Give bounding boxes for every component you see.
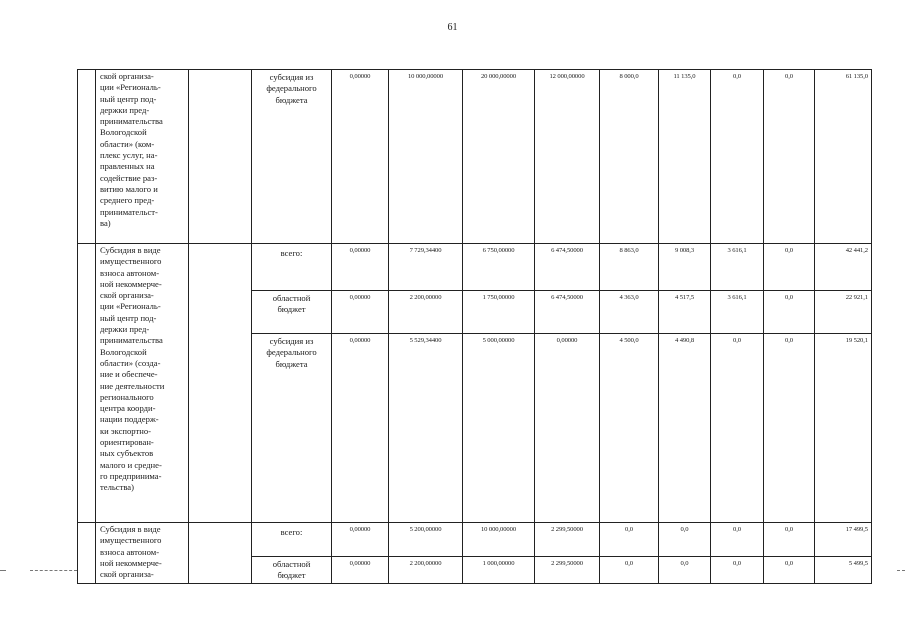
margin-mark-left [0, 570, 6, 571]
margin-mark-right [897, 570, 905, 571]
year-value-cell: 0,0 [711, 70, 764, 244]
year-value-cell: 3 616,1 [711, 244, 764, 291]
year-value-cell: 4 517,5 [659, 291, 711, 334]
year-value-cell: 6 750,00000 [463, 244, 535, 291]
funding-source-cell: всего: [252, 244, 332, 291]
year-value-cell: 2 200,00000 [389, 557, 463, 584]
year-value-cell: 8 863,0 [600, 244, 659, 291]
year-value-cell: 0,00000 [332, 557, 389, 584]
year-value-cell: 0,00000 [332, 523, 389, 557]
year-value-cell: 0,00000 [332, 291, 389, 334]
year-value-cell: 2 299,50000 [535, 557, 600, 584]
year-value-cell: 1 750,00000 [463, 291, 535, 334]
responsible-cell [189, 70, 252, 244]
margin-mark-left-inner [30, 570, 77, 571]
year-value-cell: 0,0 [711, 523, 764, 557]
budget-table [77, 69, 872, 584]
year-value-cell: 0,0 [600, 557, 659, 584]
responsible-cell [189, 244, 252, 523]
year-value-cell: 5 000,00000 [463, 334, 535, 523]
year-value-cell: 0,0 [764, 244, 815, 291]
year-value-cell: 6 474,50000 [535, 244, 600, 291]
total-value-cell: 17 499,5 [815, 523, 872, 557]
year-value-cell: 0,0 [659, 557, 711, 584]
page-number: 61 [447, 22, 458, 33]
year-value-cell: 2 200,00000 [389, 291, 463, 334]
funding-source-cell: всего: [252, 523, 332, 557]
year-value-cell: 9 008,3 [659, 244, 711, 291]
year-value-cell: 8 000,0 [600, 70, 659, 244]
funding-source-cell: субсидия из федерального бюджета [252, 70, 332, 244]
year-value-cell: 12 000,00000 [535, 70, 600, 244]
row-index-cell [78, 523, 96, 584]
measure-name-cell: ской организа- ции «Региональ- ный центр под- держки пред- принимательства Вологодской области» (ком- плекс услуг, на- правленных на содействие раз- витию малого и среднего пред- принимательст- ва) [96, 70, 189, 244]
year-value-cell: 7 729,34400 [389, 244, 463, 291]
year-value-cell: 0,0 [764, 291, 815, 334]
year-value-cell: 0,0 [764, 70, 815, 244]
year-value-cell: 0,00000 [332, 334, 389, 523]
total-value-cell: 61 135,0 [815, 70, 872, 244]
measure-name-cell: Субсидия в виде имущественного взноса автоном- ной некоммерче- ской организа- [96, 523, 189, 584]
measure-name-cell: Субсидия в виде имущественного взноса автоном- ной некоммерче- ской организа- ции «Региональ- ный центр под- держки пред- принимательства Вологодской области» (созда- ние и обеспече- ние деятельности регионального центра коорди- нации поддерж- ки экспортно- ориентирован- ных субъектов малого и средне- го предпринима- тельства) [96, 244, 189, 523]
total-value-cell: 42 441,2 [815, 244, 872, 291]
year-value-cell: 4 500,0 [600, 334, 659, 523]
total-value-cell: 5 499,5 [815, 557, 872, 584]
responsible-cell [189, 523, 252, 584]
year-value-cell: 4 363,0 [600, 291, 659, 334]
year-value-cell: 0,0 [764, 557, 815, 584]
year-value-cell: 5 529,34400 [389, 334, 463, 523]
year-value-cell: 10 000,00000 [389, 70, 463, 244]
year-value-cell: 2 299,50000 [535, 523, 600, 557]
table-row [78, 523, 872, 557]
year-value-cell: 0,0 [764, 523, 815, 557]
year-value-cell: 10 000,00000 [463, 523, 535, 557]
year-value-cell: 0,0 [711, 557, 764, 584]
year-value-cell: 0,0 [600, 523, 659, 557]
year-value-cell: 1 000,00000 [463, 557, 535, 584]
year-value-cell: 5 200,00000 [389, 523, 463, 557]
year-value-cell: 0,0 [764, 334, 815, 523]
year-value-cell: 0,00000 [332, 70, 389, 244]
year-value-cell: 20 000,00000 [463, 70, 535, 244]
year-value-cell: 0,00000 [332, 244, 389, 291]
row-index-cell [78, 70, 96, 244]
funding-source-cell: областной бюджет [252, 557, 332, 584]
table-row [78, 70, 872, 244]
year-value-cell: 0,0 [659, 523, 711, 557]
funding-source-cell: субсидия из федерального бюджета [252, 334, 332, 523]
year-value-cell: 4 490,8 [659, 334, 711, 523]
year-value-cell: 0,0 [711, 334, 764, 523]
row-index-cell [78, 244, 96, 523]
year-value-cell: 0,00000 [535, 334, 600, 523]
total-value-cell: 22 921,1 [815, 291, 872, 334]
total-value-cell: 19 520,1 [815, 334, 872, 523]
year-value-cell: 11 135,0 [659, 70, 711, 244]
year-value-cell: 6 474,50000 [535, 291, 600, 334]
year-value-cell: 3 616,1 [711, 291, 764, 334]
table-row [78, 244, 872, 291]
funding-source-cell: областной бюджет [252, 291, 332, 334]
